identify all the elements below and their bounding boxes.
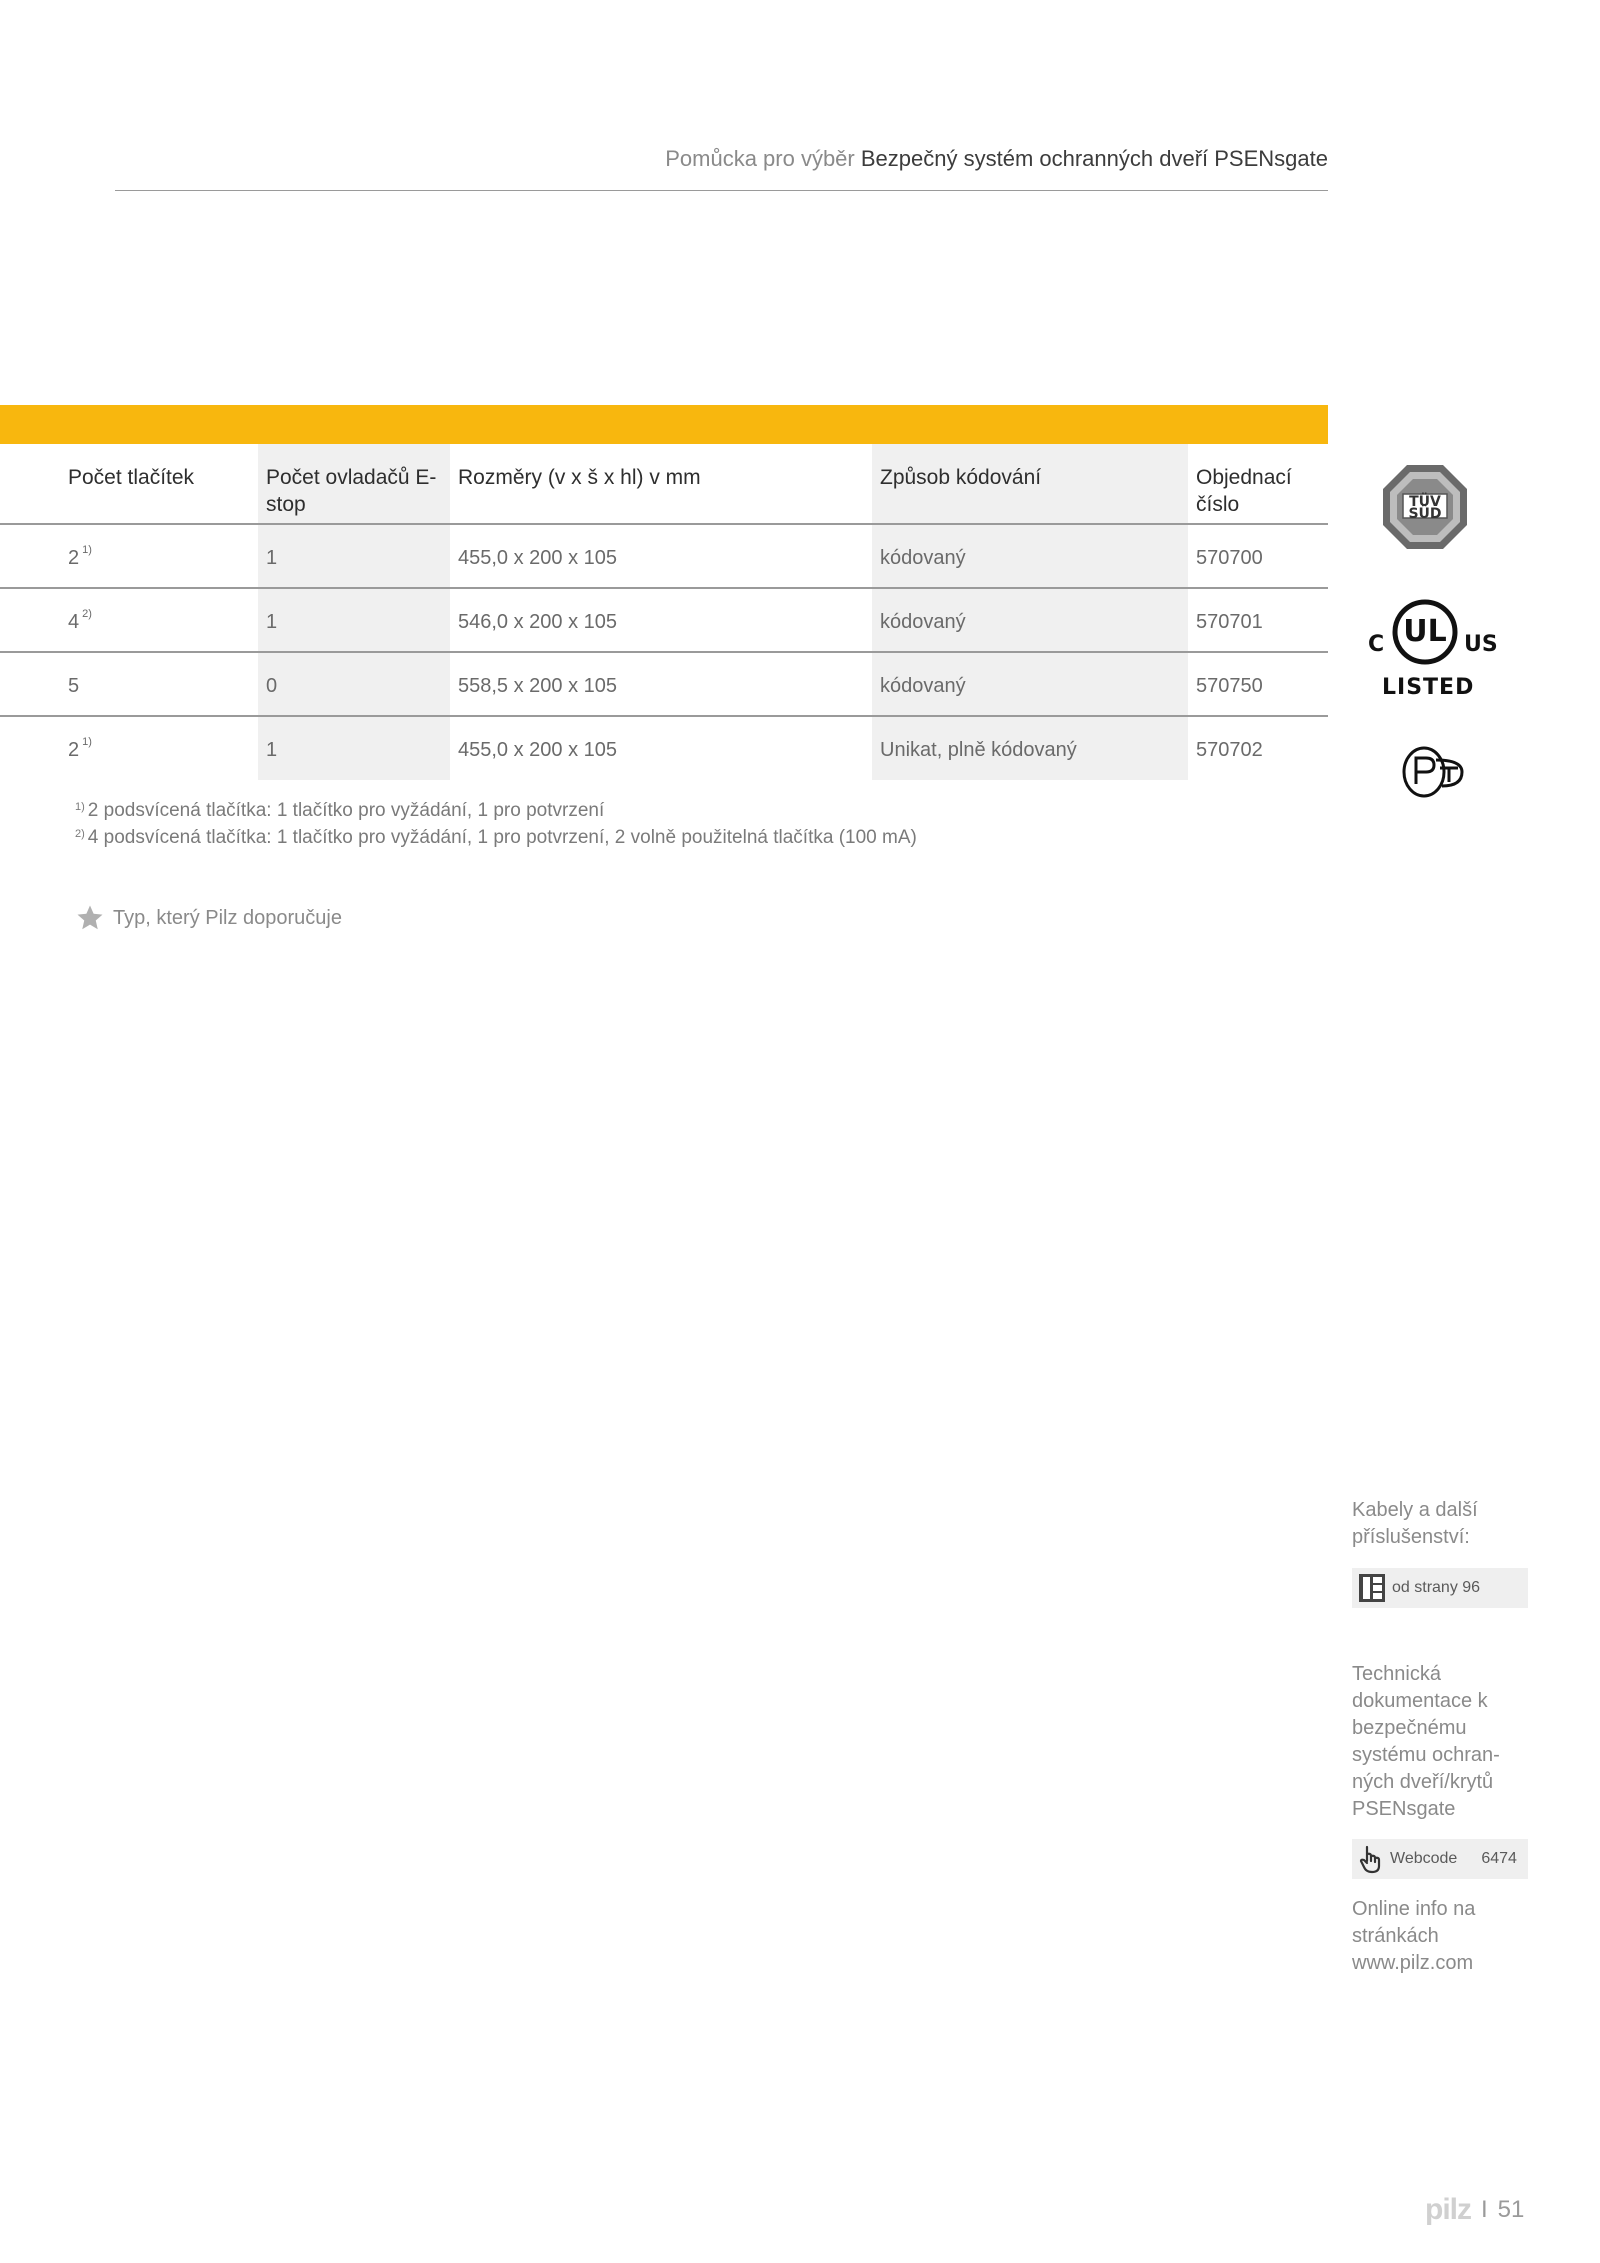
footnotes [75,797,917,851]
footnote-ref: 1) [82,544,92,556]
webcode-label: Webcode [1390,1850,1458,1867]
header-title: Bezpečný systém ochranných dveří PSENsgate [860,146,1328,171]
cell-order-number: 570701 [1188,588,1328,652]
footnote-ref: 1) [82,736,92,748]
cell-estop: 0 [258,652,450,716]
header-prefix: Pomůcka pro výběr [665,146,855,171]
webcode-value: 6474 [1481,1850,1517,1867]
ul-listed-label: LISTED [1382,675,1475,700]
cell-dimensions: 558,5 x 200 x 105 [450,652,872,716]
cell-dimensions: 455,0 x 200 x 105 [450,524,872,588]
ul-c-label: C [1368,632,1385,657]
cell-coding: kódovaný [872,588,1188,652]
table-header-row [0,444,1328,524]
product-table [0,444,1328,780]
cell-dimensions: 546,0 x 200 x 105 [450,588,872,652]
col-header-estop: Počet ovladačů E-stop [258,444,450,524]
ul-mark: UL [1403,614,1447,649]
cables-ref-box[interactable] [1352,1568,1528,1608]
table-row [0,588,1328,652]
table-accent-bar [0,405,1328,444]
table-row [0,652,1328,716]
col-header-coding: Způsob kódování [872,444,1188,524]
cell-order-number: 570702 [1196,739,1263,761]
cell-coding: kódovaný [872,524,1188,588]
footer-separator: I [1481,2196,1488,2223]
page-footer [1425,2193,1524,2227]
pilz-logo: pilz [1425,2193,1471,2226]
gost-r-icon [1402,744,1464,800]
col-header-order-number: Objednací číslo [1188,444,1328,524]
docs-text: Technická dokumentace k bezpečnému systému ochran-ných dveří/krytů PSENsgate [1352,1663,1500,1820]
cables-text: Kabely a další příslušenství: [1352,1499,1478,1548]
cell-estop: 1 [258,524,450,588]
ul-us-label: US [1464,632,1498,657]
cell-estop: 1 [258,716,450,780]
cables-ref-label: od strany 96 [1392,1579,1481,1596]
online-info-text: Online info na stránkách www.pilz.com [1352,1898,1476,1974]
star-icon [75,903,105,933]
table-row [0,716,1328,780]
cell-order-number: 570700 [1188,524,1328,588]
footnote-2: $^{2)}$ 4 podsvícená tlačítka: 1 tlačítko pro vyžádání, 1 pro potvrzení, 2 volně použitelná tlačítka (100 mA) [75,827,917,848]
cell-coding: kódovaný [872,652,1188,716]
catalog-icon [1358,1573,1386,1603]
cell-coding: Unikat, plně kódovaný [872,716,1188,780]
col-header-buttons: Počet tlačítek [0,444,258,524]
cell-buttons: 2 $^{1)}$ [68,736,92,761]
footnote-ref: 2) [82,608,92,620]
recommended-text: Typ, který Pilz doporučuje [113,906,342,929]
pointing-hand-icon [1358,1844,1384,1874]
cell-buttons: 5 [0,652,258,716]
header-divider [115,190,1328,191]
recommended-legend [75,903,342,933]
page-header [115,146,1328,172]
cell-order-number: 570750 [1188,652,1328,716]
webcode-box[interactable] [1352,1839,1528,1879]
cell-estop: 1 [258,588,450,652]
cell-dimensions: 455,0 x 200 x 105 [458,739,618,761]
col-header-dimensions: Rozměry (v x š x hl) v mm [450,444,872,524]
page-number: 51 [1497,2196,1525,2223]
cell-buttons: 4 $^{2)}$ [0,588,258,652]
cell-buttons: 2 $^{1)}$ [0,524,258,588]
footnote-1: $^{1)}$ 2 podsvícená tlačítka: 1 tlačítko pro vyžádání, 1 pro potvrzení [75,800,605,821]
table-row [0,524,1328,588]
tuv-label: TÜV SÜD [1408,494,1442,522]
